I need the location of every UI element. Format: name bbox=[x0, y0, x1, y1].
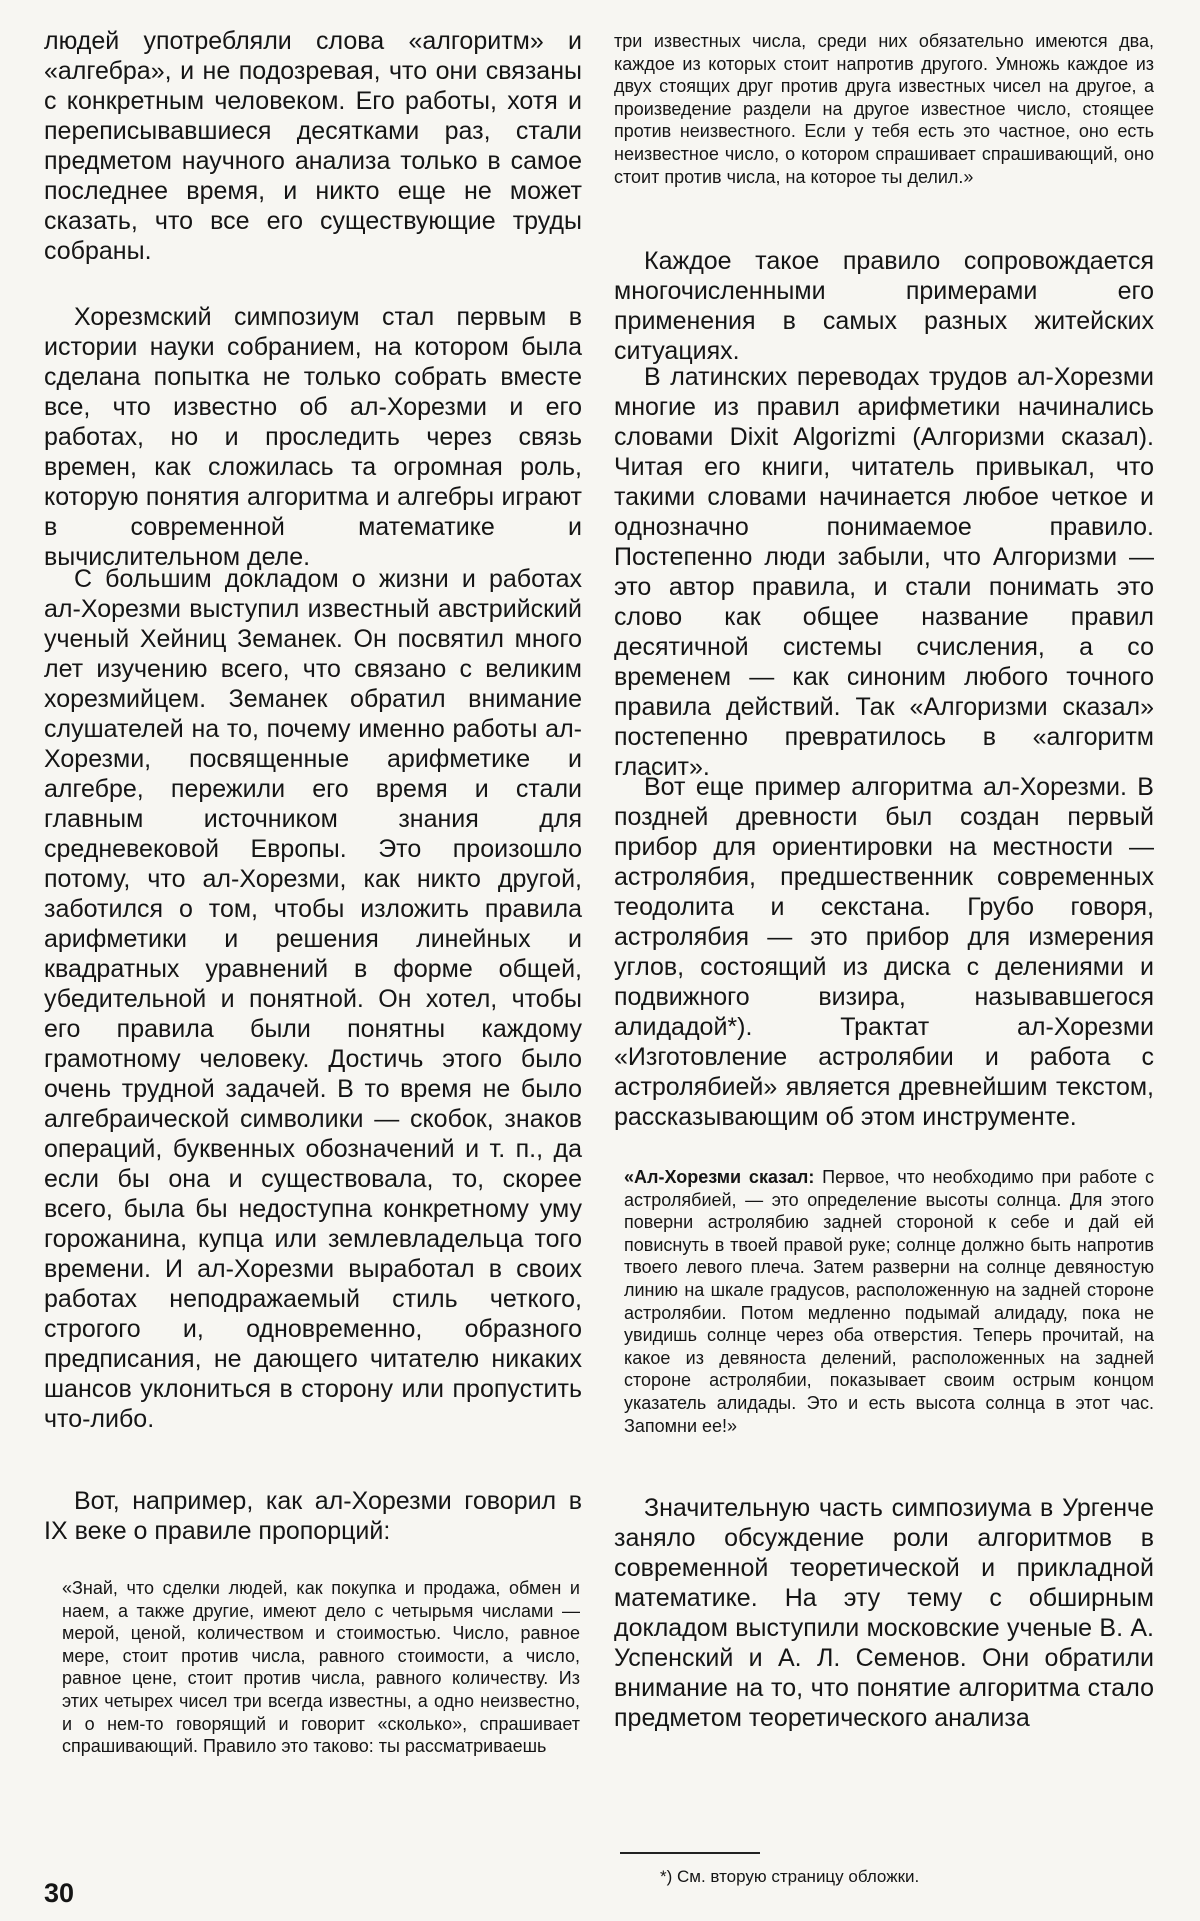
paragraph: Вот еще пример алгоритма ал-Хорезми. В поздней древности был создан первый прибор для ориентировки на местности — астролябия, предшественник современных теодолита и секстана. Грубо говоря, астролябия — это прибор для измерения углов, состоящий из диска с делениями и подвижного визира, называвшегося алидадой*). Трактат ал-Хорезми «Изготовление астролябии и работа с астролябией» является древнейшим текстом, рассказывающим об этом инструменте. bbox=[614, 773, 1154, 1131]
quote-proportions-rule: «Знай, что сделки людей, как покупка и продажа, обмен и наем, а также другие, имеют дело с четырьмя числами — мерой, ценой, количеством и стоимостью. Число, равное мере, стоит против числа, равного стоимости, а число, равное цене, стоит против числа, равного количеству. Из этих четырех чисел три всегда известны, а одно неизвестно, и о нем-то говорящий и говорит «сколько», спрашивает спрашивающий. Правило это таково: ты рассматриваешь bbox=[62, 1578, 580, 1757]
footnote-divider bbox=[620, 1852, 760, 1854]
quote-astrolabe bbox=[624, 1166, 1154, 1437]
paragraph: Каждое такое правило сопровождается многочисленными примерами его применения в самых разных житейских ситуациях. bbox=[614, 247, 1154, 365]
paragraph: людей употребляли слова «алгоритм» и «алгебра», и не подозревая, что они связаны с конкретным человеком. Его работы, хотя и переписывавшиеся десятками раз, стали предметом научного анализа только в самое последнее время, и никто еще не может сказать, что все его существующие труды собраны. bbox=[44, 27, 582, 265]
paragraph: Хорезмский симпозиум стал первым в истории науки собранием, на котором была сделана попытка не только собрать вместе все, что известно об ал-Хорезми и его работах, но и проследить через связь времен, как сложилась та огромная роль, которую понятия алгоритма и алгебры играют в современной математике и вычислительном деле. bbox=[44, 303, 582, 571]
footnote: *) См. вторую страницу обложки. bbox=[660, 1867, 920, 1886]
quote-lead: «Ал-Хорезми сказал: bbox=[624, 1167, 815, 1187]
quote-proportions-rule-continued: три известных числа, среди них обязательно имеются два, каждое из которых стоит напротив другого. Умножь каждое из двух стоящих друг против друга известных чисел на другое, а произведение раздели на другое известное число, стоящее против неизвестного. Если у тебя есть это частное, оно есть неизвестное число, о котором спрашивает спрашивающий, оно стоит против числа, на которое ты делил.» bbox=[614, 31, 1154, 187]
paragraph: С большим докладом о жизни и работах ал-Хорезми выступил известный австрийский ученый Хейниц Земанек. Он посвятил много лет изучению всего, что связано с великим хорезмийцем. Земанек обратил внимание слушателей на то, почему именно работы ал-Хорезми, посвященные арифметике и алгебре, пережили его время и стали главным источником знания для средневековой Европы. Это произошло потому, что ал-Хорезми, как никто другой, заботился о том, чтобы изложить правила арифметики и решения линейных и квадратных уравнений в форме общей, убедительной и понятной. Он хотел, чтобы его правила были понятны каждому грамотному человеку. Достичь этого было очень трудной задачей. В то время не было алгебраической символики — скобок, знаков операций, буквенных обозначений и т. п., да если бы она и существовала, то, скорее всего, была бы недоступна конкретному уму горожанина, купца или землевладельца того времени. И ал-Хорезми выработал в своих работах неподражаемый стиль четкого, строгого и, одновременно, образного предписания, не дающего читателю никаких шансов уклониться в сторону или пропустить что-либо. bbox=[44, 565, 582, 1433]
page-number: 30 bbox=[44, 1878, 75, 1908]
paragraph: Значительную часть симпозиума в Ургенче заняло обсуждение роли алгоритмов в современной теоретической и прикладной математике. На эту тему с обширным докладом выступили московские ученые В. А. Успенский и А. Л. Семенов. Они обратили внимание на то, что понятие алгоритма стало предметом теоретического анализа bbox=[614, 1494, 1154, 1732]
paragraph: Вот, например, как ал-Хорезми говорил в IX веке о правиле пропорций: bbox=[44, 1487, 582, 1545]
paragraph: В латинских переводах трудов ал-Хорезми многие из правил арифметики начинались словами Dixit Algorizmi (Алгоризми сказал). Читая его книги, читатель привыкал, что такими словами начинается любое четкое и однозначно понимаемое правило. Постепенно люди забыли, что Алгоризми — это автор правила, и стали понимать это слово как общее название правил десятичной системы счисления, а со временем — как синоним любого точного правила действий. Так «Алгоризми сказал» постепенно превратилось в «алгоритм гласит». bbox=[614, 363, 1154, 781]
quote-body: Первое, что необходимо при работе с астролябией, — это определение высоты солнца. Для этого поверни астролябию задней стороной к себе и дай ей повиснуть в твоей правой руке; солнце должно быть напротив твоего левого плеча. Затем разверни на солнце девяностую линию на шкале градусов, расположенную на задней стороне астролябии. Потом медленно подымай алидаду, пока не увидишь солнце через оба отверстия. Теперь прочитай, на какое из девяноста делений, расположенных на задней стороне астролябии, показывает своим острым концом указатель алидады. Это и есть высота солнца в этот час. Запомни ее!» bbox=[624, 1167, 1154, 1436]
